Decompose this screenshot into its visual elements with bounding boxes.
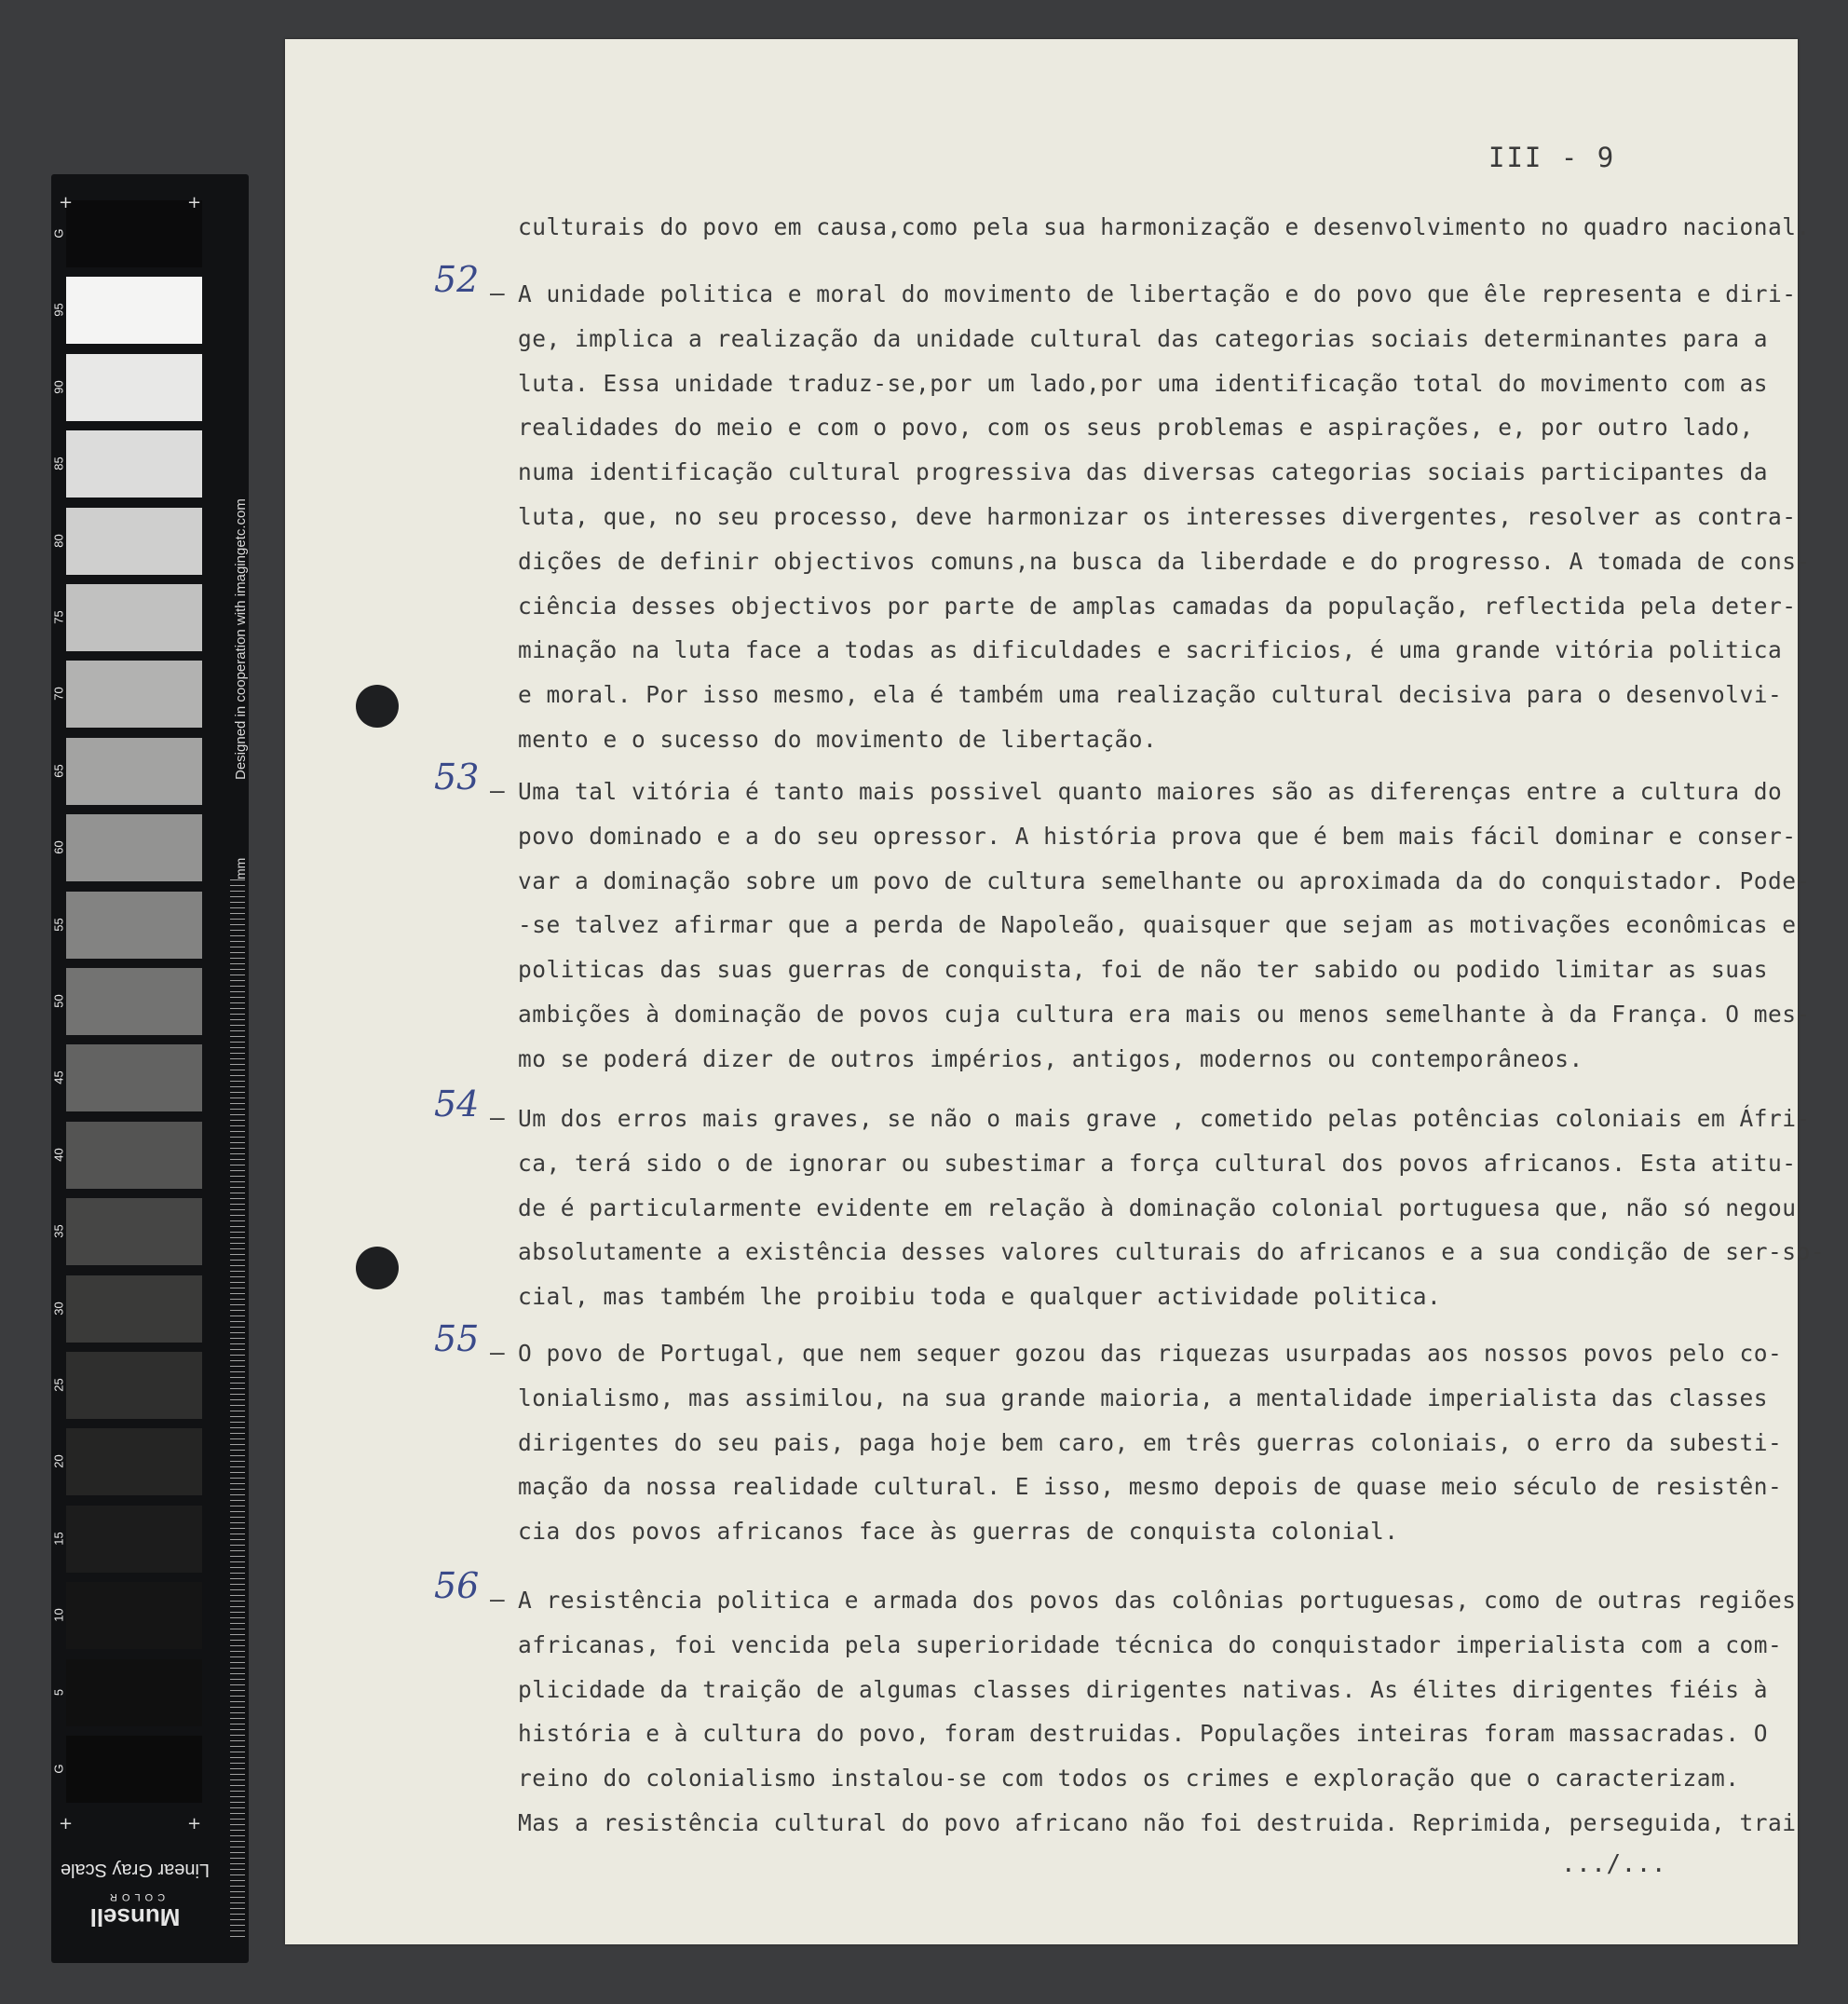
page-number: III - 9 — [1488, 142, 1616, 173]
text-line: e moral. Por isso mesmo, ela é também uma realização cultural decisiva para o desenvolvi- — [518, 681, 1783, 709]
gray-patch — [66, 1736, 202, 1803]
gray-patch — [66, 200, 202, 267]
registration-mark: + — [187, 1814, 202, 1834]
handwritten-paragraph-number: 55 — [434, 1318, 480, 1359]
brand-sub: COLOR — [104, 1891, 166, 1902]
gray-patch — [66, 738, 202, 805]
paragraph-dash: – — [490, 1104, 506, 1132]
text-line: mento e o sucesso do movimento de libertação. — [518, 725, 1158, 753]
gray-level-label: 10 — [51, 1608, 66, 1622]
handwritten-paragraph-number: 54 — [434, 1084, 480, 1125]
gray-patch — [66, 508, 202, 575]
paragraph-dash: – — [490, 279, 506, 307]
gray-level-label: 20 — [51, 1454, 66, 1469]
mm-ruler — [230, 879, 245, 1942]
text-line: minação na luta face a todas as dificuldades e sacrificios, é uma grande vitória politica — [518, 636, 1783, 664]
handwritten-paragraph-number: 53 — [434, 757, 480, 798]
gray-patch — [66, 1198, 202, 1265]
text-line: mo se poderá dizer de outros impérios, antigos, modernos ou contemporâneos. — [518, 1044, 1583, 1072]
gray-patch — [66, 277, 202, 344]
text-line: O povo de Portugal, que nem sequer gozou das riquezas usurpadas aos nossos povos pelo co- — [518, 1340, 1783, 1367]
gray-level-label: 70 — [51, 687, 66, 702]
gray-patch — [66, 1659, 202, 1726]
scale-title: Linear Gray Scale — [60, 1860, 211, 1880]
gray-patch — [66, 1275, 202, 1343]
text-line: ca, terá sido o de ignorar ou subestimar a força cultural dos povos africanos. Esta atitu- — [518, 1149, 1797, 1177]
continuation-mark: .../... — [1561, 1850, 1667, 1878]
paragraph-dash: – — [490, 1339, 506, 1367]
gray-level-label: 80 — [51, 533, 66, 548]
gray-level-label: 30 — [51, 1301, 66, 1316]
gray-patch — [66, 354, 202, 421]
text-line: A resistência politica e armada dos povos das colônias portuguesas, como de outras regiões — [518, 1587, 1797, 1614]
gray-level-label: 15 — [51, 1532, 66, 1546]
text-line: Uma tal vitória é tanto mais possivel quanto maiores são as diferenças entre a cultura do — [518, 778, 1783, 805]
text-line: dições de definir objectivos comuns,na busca da liberdade e do progresso. A tomada de cons- — [518, 547, 1811, 575]
paragraph — [518, 205, 1811, 250]
gray-level-label: 55 — [51, 917, 66, 932]
text-line: Um dos erros mais graves, se não o mais grave , cometido pelas potências coloniais em Áfri- — [518, 1105, 1811, 1132]
text-line: -se talvez afirmar que a perda de Napoleão, quaisquer que sejam as motivações econômicas e — [518, 911, 1797, 939]
gray-level-label: 25 — [51, 1378, 66, 1392]
registration-mark: + — [59, 1814, 74, 1834]
punch-hole-lower — [356, 1247, 399, 1289]
scale-credit: Designed in cooperation with imagingetc.com — [233, 498, 249, 780]
gray-patch — [66, 814, 202, 881]
text-line: A unidade politica e moral do movimento de libertação e do povo que êle representa e diri- — [518, 280, 1797, 307]
gray-level-label: 50 — [51, 994, 66, 1008]
text-line: var a dominação sobre um povo de cultura semelhante ou aproximada da do conquistador. Pode- — [518, 866, 1811, 894]
text-line: mação da nossa realidade cultural. E isso, mesmo depois de quase meio século de resistên- — [518, 1473, 1783, 1501]
paragraph — [518, 770, 1811, 1082]
text-line: politicas das suas guerras de conquista, foi de não ter sabido ou podido limitar as suas — [518, 956, 1769, 984]
text-line: realidades do meio e com o povo, com os seus problemas e aspirações, e, por outro lado, — [518, 414, 1754, 442]
text-line: plicidade da traição de algumas classes dirigentes nativas. As élites dirigentes fiéis à — [518, 1675, 1769, 1703]
text-line: luta. Essa unidade traduz-se,por um lado,por uma identificação total do movimento com as — [518, 369, 1769, 397]
gray-patch — [66, 1582, 202, 1649]
text-line: de é particularmente evidente em relação à dominação colonial portuguesa que, não só negou — [518, 1193, 1797, 1221]
gray-level-label: 95 — [51, 303, 66, 318]
text-line: absolutamente a existência desses valores culturais do africanos e a sua condição de ser-so- — [518, 1238, 1826, 1266]
gray-patch — [66, 1044, 202, 1111]
gray-patch — [66, 892, 202, 959]
scale-brand — [56, 1891, 214, 1931]
brand-name: Munsell — [89, 1903, 181, 1931]
text-line: povo dominado e a do seu opressor. A história prova que é bem mais fácil dominar e conser- — [518, 822, 1797, 850]
handwritten-paragraph-number: 52 — [434, 259, 480, 300]
text-line: cia dos povos africanos face às guerras de conquista colonial. — [518, 1518, 1399, 1546]
gray-level-label: 85 — [51, 457, 66, 470]
text-line: ambições à dominação de povos cuja cultura era mais ou menos semelhante à da França. O mes- — [518, 1000, 1811, 1028]
gray-level-label: 90 — [51, 380, 66, 394]
gray-level-label: 60 — [51, 840, 66, 854]
text-line: ge, implica a realização da unidade cultural das categorias sociais determinantes para a — [518, 324, 1769, 352]
gray-level-label: 65 — [51, 764, 66, 778]
gray-level-label: 45 — [51, 1070, 66, 1085]
paragraph-dash: – — [490, 777, 506, 805]
gray-level-label: 40 — [51, 1148, 66, 1162]
text-line: numa identificação cultural progressiva das diversas categorias sociais participantes da — [518, 458, 1769, 486]
punch-hole-upper — [356, 685, 399, 728]
gray-patch — [66, 584, 202, 651]
registration-mark: + — [187, 193, 202, 212]
gray-patch — [66, 1122, 202, 1189]
text-line: Mas a resistência cultural do povo africano não foi destruida. Reprimida, perseguida, trai — [518, 1808, 1797, 1836]
gray-level-label: 5 — [51, 1688, 66, 1696]
text-line: cial, mas também lhe proibiu toda e qualquer actividade politica. — [518, 1283, 1442, 1311]
gray-patch — [66, 1428, 202, 1495]
gray-patch — [66, 661, 202, 728]
paragraph — [518, 1097, 1826, 1319]
text-line: história e à cultura do povo, foram destruidas. Populações inteiras foram massacradas. O — [518, 1720, 1769, 1748]
paragraph — [518, 272, 1811, 762]
text-line: dirigentes do seu pais, paga hoje bem caro, em três guerras coloniais, o erro da subesti- — [518, 1428, 1783, 1456]
text-line: africanas, foi vencida pela superioridade técnica do conquistador imperialista com a com- — [518, 1630, 1783, 1658]
paragraph — [518, 1578, 1797, 1846]
gray-level-label: 35 — [51, 1224, 66, 1238]
text-line: ciência desses objectivos por parte de amplas camadas da população, reflectida pela deter- — [518, 592, 1797, 620]
handwritten-paragraph-number: 56 — [434, 1565, 480, 1606]
registration-mark: + — [59, 193, 74, 212]
gray-patch — [66, 968, 202, 1035]
text-line: culturais do povo em causa,como pela sua harmonização e desenvolvimento no quadro nacional. — [518, 213, 1811, 240]
gray-patch — [66, 430, 202, 498]
text-line: reino do colonialismo instalou-se com todos os crimes e exploração que o caracterizam. — [518, 1765, 1740, 1793]
gray-patch — [66, 1506, 202, 1573]
gray-level-label: G — [51, 228, 66, 239]
gray-level-label: 75 — [51, 610, 66, 624]
text-line: luta, que, no seu processo, deve harmonizar os interesses divergentes, resolver as contra- — [518, 502, 1797, 530]
gray-level-label: G — [51, 1764, 66, 1774]
scale-unit: mm — [233, 857, 248, 879]
paragraph-dash: – — [490, 1586, 506, 1614]
gray-scale-card — [51, 174, 249, 1963]
typed-page — [285, 39, 1826, 1944]
paragraph — [518, 1331, 1794, 1554]
text-line: lonialismo, mas assimilou, na sua grande maioria, a mentalidade imperialista das classes — [518, 1384, 1769, 1411]
gray-patch — [66, 1352, 202, 1419]
